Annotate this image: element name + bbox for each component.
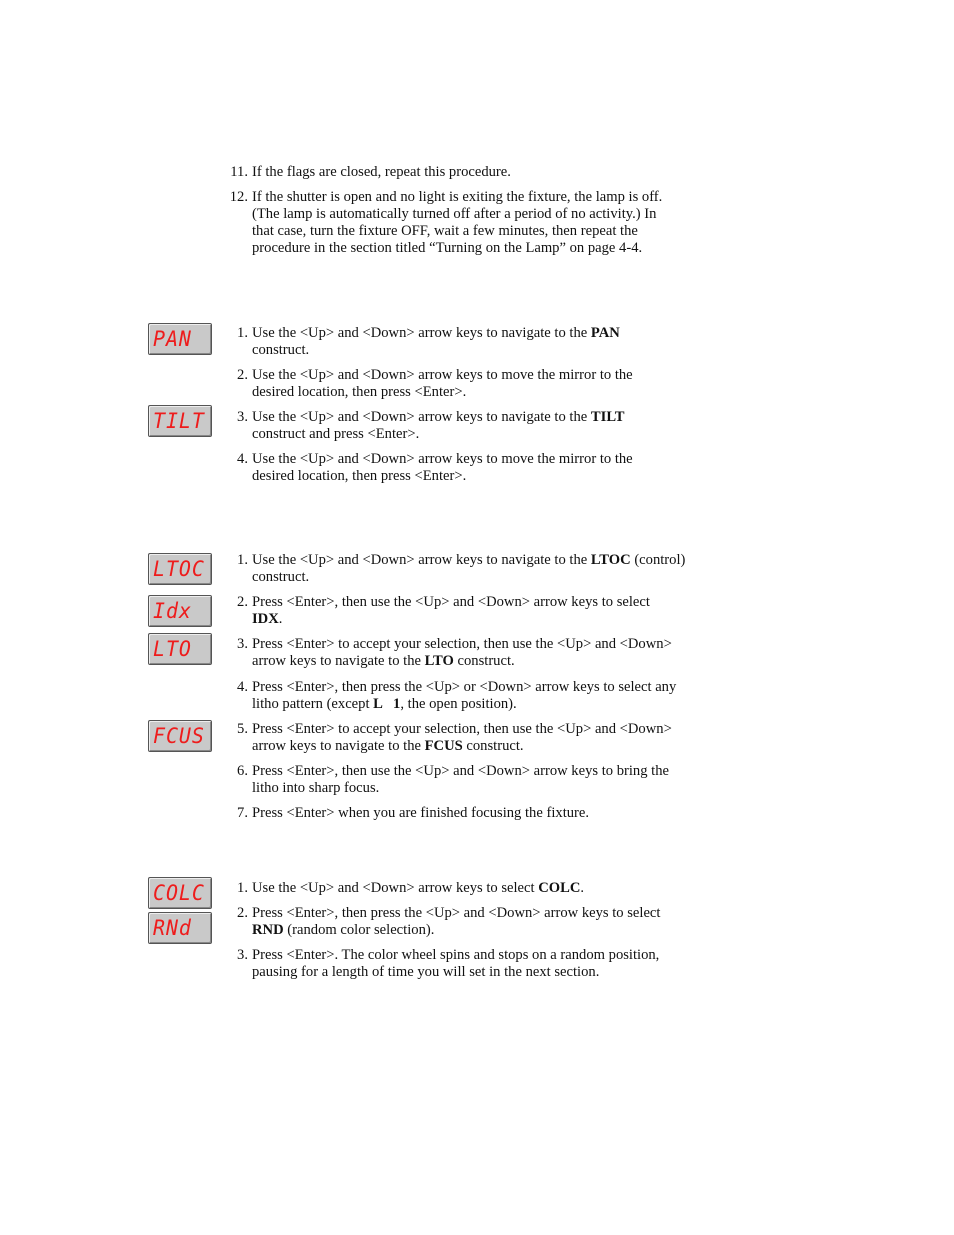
step-number: 12. [229,189,248,205]
step-text: (The lamp is automatically turned off after a period of no activity.) In [252,206,657,222]
step-number: 11. [230,164,248,180]
step-text: , the open position). [400,696,517,712]
lcd-display-fcus [148,720,212,752]
step-number: 3. [237,409,248,425]
step-text: construct. [462,738,524,754]
step-text: Press <Enter> when you are finished focusing the fixture. [252,805,590,821]
step-text: litho pattern (except [252,696,374,712]
step-number: 2. [237,905,248,921]
lcd-display-pan [148,323,212,355]
step-text: arrow keys to navigate to the [252,738,425,754]
step-number: 2. [237,367,248,383]
step-text: Use the <Up> and <Down> arrow keys to navigate to the [252,325,591,341]
step-text: If the shutter is open and no light is exiting the fixture, the lamp is off. [252,189,663,205]
lcd-text: Idx [153,599,192,623]
step-text: pausing for a length of time you will set in the next section. [252,964,600,980]
lcd-text: LTOC [153,557,205,581]
construct-name: RND [252,922,284,938]
step-text: construct. [252,342,310,358]
step-number: 6. [237,763,248,779]
construct-name: PAN [590,325,620,341]
step-text: that case, turn the fixture OFF, wait a few minutes, then repeat the [252,223,638,239]
construct-name: COLC [538,880,581,896]
step-text: desired location, then press <Enter>. [252,468,467,484]
step-text: Use the <Up> and <Down> arrow keys to navigate to the [252,409,591,425]
step-number: 3. [237,947,248,963]
step-text: Use the <Up> and <Down> arrow keys to select [252,880,539,896]
step-text: (control) [630,552,686,568]
step-text: construct. [252,569,310,585]
step-text: Press <Enter>, then use the <Up> and <Down> arrow keys to bring the [252,763,669,779]
step-text: . [278,611,283,627]
step-number: 4. [237,679,248,695]
lcd-text: COLC [153,881,205,905]
lcd-display-colc [148,877,212,909]
lcd-text: LTO [153,637,192,661]
construct-name: L 1 [373,696,401,712]
step-text: Use the <Up> and <Down> arrow keys to move the mirror to the [252,367,633,383]
step-text: desired location, then press <Enter>. [252,384,467,400]
lcd-text: PAN [153,327,192,351]
step-text: . [580,880,585,896]
lcd-display-rnd [148,912,212,944]
lcd-display-ltoc [148,553,212,585]
step-text: Press <Enter>, then press the <Up> or <Down> arrow keys to select any [252,679,677,695]
step-number: 1. [237,552,248,568]
step-text: procedure in the section titled “Turning on the Lamp” on page 4-4. [252,240,643,256]
step-text: Use the <Up> and <Down> arrow keys to move the mirror to the [252,451,633,467]
step-text: Press <Enter>. The color wheel spins and stops on a random position, [252,947,660,963]
step-number: 1. [237,880,248,896]
step-text: (random color selection). [283,922,435,938]
step-number: 1. [237,325,248,341]
construct-name: FCUS [424,738,463,754]
step-text: Press <Enter> to accept your selection, then use the <Up> and <Down> [252,721,672,737]
lcd-display-idx [148,595,212,627]
step-text: construct. [453,653,515,669]
lcd-text: TILT [153,409,205,433]
step-number: 7. [237,805,248,821]
construct-name: LTO [424,653,454,669]
step-text: Press <Enter> to accept your selection, then use the <Up> and <Down> [252,636,672,652]
lcd-display-lto [148,633,212,665]
step-text: Press <Enter>, then press the <Up> and <Down> arrow keys to select [252,905,661,921]
construct-name: LTOC [590,552,631,568]
step-text: Press <Enter>, then use the <Up> and <Down> arrow keys to select [252,594,650,610]
step-number: 5. [237,721,248,737]
lcd-display-tilt [148,405,212,437]
construct-name: TILT [590,409,625,425]
step-number: 4. [237,451,248,467]
construct-name: IDX [252,611,279,627]
lcd-text: FCUS [153,724,205,748]
step-text: If the flags are closed, repeat this procedure. [252,164,511,180]
step-number: 2. [237,594,248,610]
step-text: litho into sharp focus. [252,780,380,796]
step-number: 3. [237,636,248,652]
step-text: construct and press <Enter>. [252,426,420,442]
step-text: arrow keys to navigate to the [252,653,425,669]
step-text: Use the <Up> and <Down> arrow keys to navigate to the [252,552,591,568]
lcd-text: RNd [153,916,192,940]
